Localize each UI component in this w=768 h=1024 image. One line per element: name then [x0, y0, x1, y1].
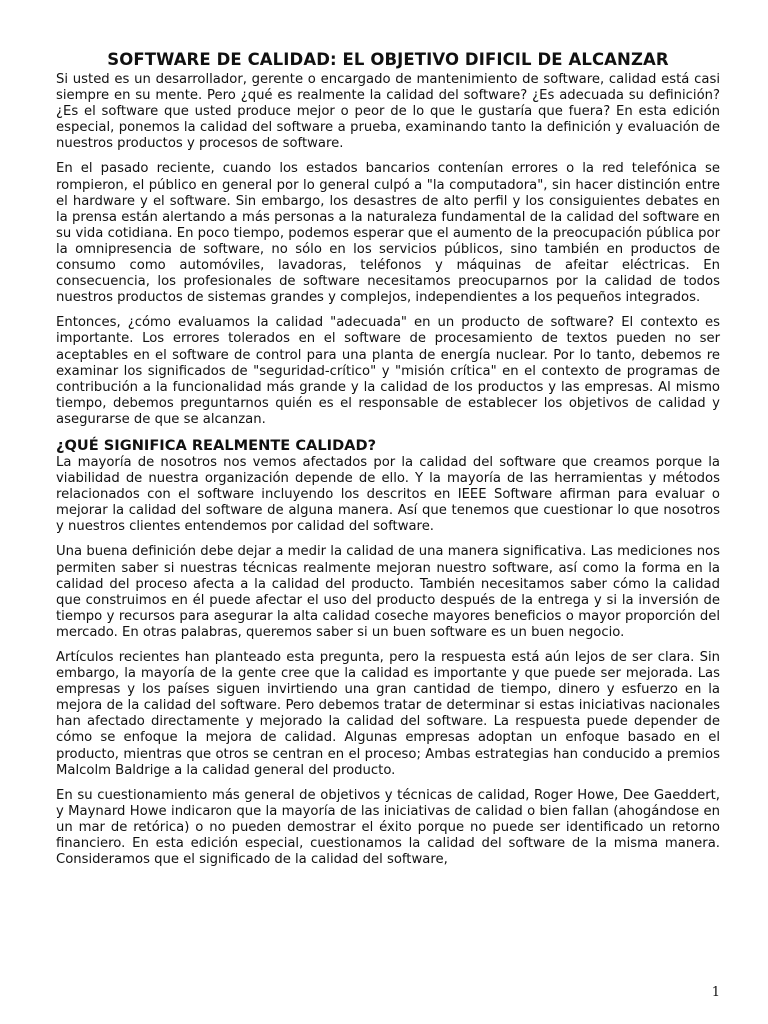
section-paragraph-3: Artículos recientes han planteado esta pregunta, pero la respuesta está aún lejos de ser clara. Sin embargo, la mayoría de la gente cree que la calidad es importante y que puede ser mejorada. Las empresas y los países siguen invirtiendo una gran cantidad de tiempo, dinero y esfuerzo en la mejora de la calidad del software. Pero debemos tratar de determinar si estas iniciativas nacionales han afectado directamente y mejorado la calidad del software. La respuesta puede depender de cómo se enfoque la mejora de calidad. Algunas empresas adoptan un enfoque basado en el producto, mientras que otros se centran en el proceso; Ambas estrategias han conducido a premios Malcolm Baldrige a la calidad general del producto.: [56, 650, 720, 778]
section-paragraph-1: La mayoría de nosotros nos vemos afectados por la calidad del software que creamos porque la viabilidad de nuestra organización depende de ello. Y la mayoría de las herramientas y métodos relacionados con el software incluyendo los descritos en IEEE Software afirman para evaluar o mejorar la calidad del software de alguna manera. Así que tenemos que cuestionar lo que nosotros y nuestros clientes entendemos por calidad del software.: [56, 454, 720, 535]
intro-paragraph-3: Entonces, ¿cómo evaluamos la calidad "adecuada" en un producto de software? El contexto es importante. Los errores tolerados en el software de procesamiento de textos pueden no ser aceptables en el software de control para una planta de energía nuclear. Por lo tanto, debemos re examinar los significados de "seguridad-crítico" y "misión crítica" en el contexto de programas de contribución a la funcionalidad más grande y la calidad de los productos y las empresas. Al mismo tiempo, debemos preguntarnos quién es el responsable de establecer los objetivos de calidad y asegurarse de que se alcanzan.: [56, 315, 720, 427]
section-paragraph-4: En su cuestionamiento más general de objetivos y técnicas de calidad, Roger Howe, Dee Gaeddert, y Maynard Howe indicaron que la mayoría de las iniciativas de calidad o bien fallan (ahogándose en un mar de retórica) o no pueden demostrar el éxito porque no puede ser identificado un retorno financiero. En esta edición especial, cuestionamos la calidad del software de la misma manera. Consideramos que el significado de la calidad del software,: [56, 787, 720, 868]
section-heading: ¿QUÉ SIGNIFICA REALMENTE CALIDAD?: [56, 436, 377, 454]
document-page: [56, 50, 720, 877]
intro-paragraph-2: En el pasado reciente, cuando los estados bancarios contenían errores o la red telefónica se rompieron, el público en general por lo general culpó a "la computadora", sin hacer distinción entre el hardware y el software. Sin embargo, los desastres de alto perfil y los consiguientes debates en la prensa están alertando a más personas a la naturaleza fundamental de la calidad del software en su vida cotidiana. En poco tiempo, podemos esperar que el aumento de la preocupación pública por la omnipresencia de software, no sólo en los servicios públicos, sino también en productos de consumo como automóviles, lavadoras, teléfonos y máquinas de afeitar eléctricas. En consecuencia, los profesionales de software necesitamos preocuparnos por la calidad de todos nuestros productos de sistemas grandes y complejos, independientes a los pequeños integrados.: [56, 161, 720, 306]
document-title: SOFTWARE DE CALIDAD: EL OBJETIVO DIFICIL DE ALCANZAR: [107, 50, 669, 69]
intro-paragraph-1: Si usted es un desarrollador, gerente o encargado de mantenimiento de software, calidad está casi siempre en su mente. Pero ¿qué es realmente la calidad del software? ¿Es adecuada su definición? ¿Es el software que usted produce mejor o peor de lo que le gustaría que fuera? En esta edición especial, ponemos la calidad del software a prueba, examinando tanto la definición y evaluación de nuestros productos y procesos de software.: [56, 72, 720, 152]
page-number: 1: [711, 985, 720, 1000]
section-paragraph-2: Una buena definición debe dejar a medir la calidad de una manera significativa. Las mediciones nos permiten saber si nuestras técnicas realmente mejoran nuestro software, así como la forma en la calidad del proceso afecta a la calidad del producto. También necesitamos saber cómo la calidad que construimos en él puede afectar el uso del producto después de la entrega y si la inversión de tiempo y recursos para asegurar la alta calidad coseche mayores beneficios o mayor proporción del mercado. En otras palabras, queremos saber si un buen software es un buen negocio.: [56, 544, 720, 640]
